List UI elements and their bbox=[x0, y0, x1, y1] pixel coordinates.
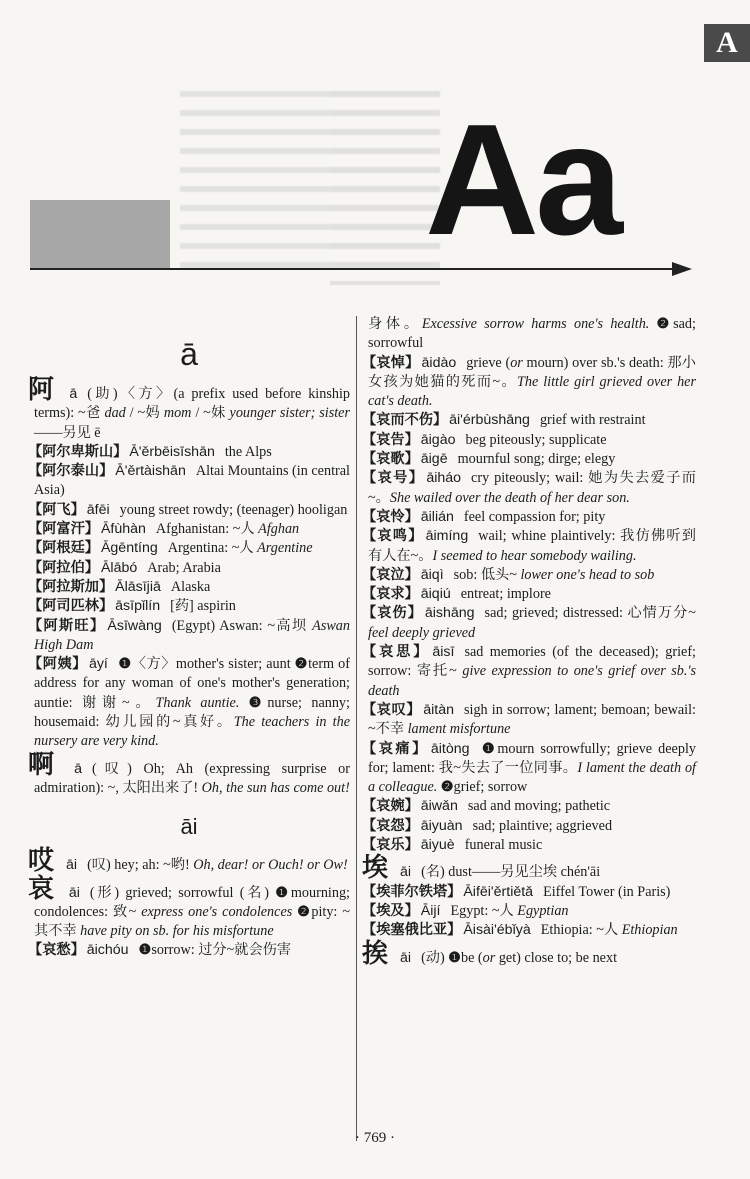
definition-text: sad; plaintive; aggrieved bbox=[472, 817, 613, 834]
dictionary-entry bbox=[28, 559, 350, 578]
dictionary-entry bbox=[28, 655, 350, 751]
dictionary-entry bbox=[362, 883, 696, 902]
entry-pinyin: āiqì bbox=[420, 566, 444, 583]
dictionary-entry bbox=[362, 836, 696, 855]
entry-headword: 【阿姨】 bbox=[28, 656, 87, 673]
entry-pinyin: āiháo bbox=[426, 470, 462, 487]
example-translation: or bbox=[482, 949, 496, 966]
running-header-show-through bbox=[420, 36, 700, 54]
entry-headword: 【哀痛】 bbox=[362, 740, 429, 757]
entry-pinyin: Ālābó bbox=[100, 559, 138, 576]
entry-pinyin: āi'érbùshāng bbox=[449, 412, 530, 429]
entry-headword: 【阿尔卑斯山】 bbox=[28, 443, 128, 460]
dictionary-entry bbox=[362, 431, 696, 450]
definition-text: wail; whine plaintively: 我仿佛听到有人在~。 bbox=[368, 528, 696, 564]
dictionary-entry bbox=[362, 817, 696, 836]
entry-pinyin: Āisài'ébǐyà bbox=[463, 922, 531, 939]
definition-text bbox=[239, 695, 248, 711]
dictionary-entry bbox=[28, 597, 350, 616]
example-translation: She wailed over the death of her dear son. bbox=[389, 489, 630, 506]
definition-text: [药] aspirin bbox=[170, 598, 236, 615]
character-entry bbox=[28, 873, 350, 942]
entry-pinyin: Āijí bbox=[420, 902, 441, 919]
entry-pinyin: āigē bbox=[420, 451, 448, 468]
sense-number: ❷ bbox=[440, 779, 454, 796]
show-through-text bbox=[330, 85, 440, 285]
left-column bbox=[28, 335, 350, 961]
entry-pinyin: āiyuè bbox=[420, 837, 455, 854]
dictionary-entry bbox=[28, 539, 350, 558]
sense-number: ❷ bbox=[297, 903, 312, 920]
sense-number: ❶ bbox=[117, 656, 132, 673]
character-entry bbox=[362, 855, 696, 882]
entry-headword: 【埃菲尔铁塔】 bbox=[362, 883, 462, 900]
definition-text: ——另见 ē bbox=[34, 424, 101, 441]
sense-number: ❷ bbox=[294, 656, 309, 673]
entry-headword: 【埃及】 bbox=[362, 902, 419, 919]
dictionary-entry bbox=[362, 740, 696, 798]
entry-pinyin: Ā'ěrtàishān bbox=[115, 463, 186, 480]
dictionary-entry bbox=[362, 508, 696, 527]
entry-pinyin: āitòng bbox=[430, 740, 470, 757]
entry-pinyin: āiyuàn bbox=[420, 817, 463, 834]
example-translation: mom bbox=[163, 405, 192, 422]
dictionary-entry bbox=[362, 643, 696, 701]
definition-text: Altai Mountains (in central Asia) bbox=[34, 463, 350, 499]
entry-pinyin: āichóu bbox=[86, 942, 129, 959]
pinyin-section-heading: āi bbox=[180, 814, 198, 840]
definition-text: sad and moving; pathetic bbox=[467, 798, 611, 815]
entry-headword: 【哀而不伤】 bbox=[362, 412, 448, 429]
example-translation: express one's condolences bbox=[141, 903, 293, 920]
entry-headword: 【哀号】 bbox=[362, 470, 425, 487]
entry-headword: 【埃塞俄比亚】 bbox=[362, 922, 462, 939]
definition-text: get) close to; be next bbox=[495, 949, 618, 966]
column-divider bbox=[356, 316, 357, 1141]
entry-headword: 【哀愁】 bbox=[28, 942, 85, 959]
entry-headword: 【阿富汗】 bbox=[28, 521, 99, 538]
dictionary-entry bbox=[362, 315, 696, 354]
entry-headword: 【阿拉伯】 bbox=[28, 559, 99, 576]
arrow-head-icon bbox=[672, 262, 692, 276]
character-entry bbox=[362, 938, 696, 969]
dictionary-entry bbox=[362, 797, 696, 816]
pinyin-section-heading: ā bbox=[180, 336, 198, 372]
dictionary-entry bbox=[362, 354, 696, 412]
character-entry bbox=[28, 848, 350, 875]
entry-pinyin: āyí bbox=[88, 656, 108, 673]
definition-text: (Egypt) Aswan: ~高坝 bbox=[171, 617, 313, 634]
example-translation: I lament the death of a colleague. bbox=[368, 759, 696, 796]
entry-pinyin: Āifēi'ěrtiětǎ bbox=[463, 883, 534, 900]
definition-text: cry piteously; wail: 她为失去爱子而~。 bbox=[368, 470, 696, 506]
example-translation: or bbox=[510, 354, 523, 371]
definition-text: mourn sorrowfully; grieve deeply for; lament: 我~失去了一位同事。 bbox=[368, 740, 696, 776]
dictionary-entry bbox=[28, 617, 350, 656]
entry-pinyin: Ālāsījiā bbox=[115, 578, 161, 595]
definition-text: entreat; implore bbox=[460, 586, 551, 603]
definition-text: term of address for any woman of one's mother's generation; auntie: 谢谢~。 bbox=[34, 656, 350, 711]
definition-text: young street rowdy; (teenager) hooligan bbox=[119, 501, 348, 518]
example-translation: Argentine bbox=[257, 540, 313, 557]
definition-text: (助)〈方〉(a prefix used before kinship terms): ~爸 bbox=[34, 386, 350, 422]
entry-pinyin: Āfùhàn bbox=[100, 521, 146, 538]
entry-headword: 【阿斯旺】 bbox=[28, 617, 106, 634]
entry-headword: 【哀叹】 bbox=[362, 701, 422, 718]
entry-headword: 【哀思】 bbox=[362, 644, 431, 661]
example-translation: give expression to one's grief over sb.'s death bbox=[368, 663, 697, 699]
example-translation: younger sister; sister bbox=[229, 405, 350, 422]
entry-headword: 啊 bbox=[28, 749, 63, 780]
entry-pinyin: āi bbox=[400, 949, 412, 966]
dictionary-entry bbox=[362, 585, 696, 604]
definition-text: sigh in sorrow; lament; bemoan; bewail: ~不幸 bbox=[368, 701, 696, 738]
entry-headword: 【哀怨】 bbox=[362, 817, 419, 834]
entry-headword: 哀 bbox=[28, 873, 57, 904]
example-translation: have pity on sb. for his misfortune bbox=[80, 923, 274, 940]
entry-pinyin: āiwǎn bbox=[420, 798, 458, 815]
example-translation: Afghan bbox=[258, 521, 300, 538]
example-translation: I seemed to hear somebody wailing. bbox=[432, 547, 637, 564]
entry-headword: 【阿飞】 bbox=[28, 501, 85, 518]
definition-text: beg piteously; supplicate bbox=[465, 431, 607, 448]
entry-headword: 【哀告】 bbox=[362, 431, 419, 448]
entry-pinyin: ā bbox=[69, 386, 78, 402]
entry-headword: 【哀悼】 bbox=[362, 354, 420, 371]
dictionary-entry bbox=[28, 443, 350, 462]
definition-text: (叹) hey; ah: ~哟! bbox=[87, 857, 194, 874]
entry-pinyin: āishāng bbox=[424, 605, 475, 622]
definition-text: nurse; nanny; housemaid: 幼儿园的~真好。 bbox=[34, 694, 350, 731]
definition-text: Arab; Arabia bbox=[147, 559, 221, 576]
definition-text: sob: 低头~ bbox=[453, 566, 521, 583]
entry-pinyin: Āsīwàng bbox=[107, 617, 162, 634]
entry-headword: 挨 bbox=[362, 938, 389, 969]
definition-text bbox=[649, 316, 656, 332]
definition-text: feel compassion for; pity bbox=[463, 508, 606, 525]
example-translation: lament misfortune bbox=[407, 721, 511, 738]
dictionary-entry bbox=[362, 604, 696, 643]
entry-pinyin: āimíng bbox=[425, 528, 469, 545]
entry-headword: 【哀怜】 bbox=[362, 508, 419, 525]
entry-headword: 【哀乐】 bbox=[362, 837, 419, 854]
decorative-block bbox=[30, 200, 170, 270]
example-translation: lower one's head to sob bbox=[520, 566, 655, 583]
dictionary-entry bbox=[362, 527, 696, 566]
entry-pinyin: āsīpǐlín bbox=[115, 598, 161, 615]
entry-pinyin: Āgēntíng bbox=[100, 540, 158, 557]
entry-pinyin: āi bbox=[66, 857, 78, 874]
entry-headword: 【哀歌】 bbox=[362, 451, 419, 468]
thumb-index-tab: A bbox=[704, 24, 750, 62]
definition-text: 〈方〉mother's sister; aunt bbox=[131, 656, 295, 673]
letter-banner: Aa bbox=[425, 92, 619, 268]
entry-headword: 【阿拉斯加】 bbox=[28, 578, 114, 595]
dictionary-entry bbox=[28, 578, 350, 597]
example-translation: Egyptian bbox=[517, 902, 569, 919]
dictionary-entry bbox=[362, 566, 696, 585]
sense-number: ❸ bbox=[248, 694, 268, 711]
definition-text: mournful song; dirge; elegy bbox=[457, 451, 616, 468]
entry-headword: 【阿根廷】 bbox=[28, 540, 99, 557]
sense-number: ❶ bbox=[448, 949, 461, 966]
definition-text: Egypt: ~人 bbox=[450, 902, 518, 919]
show-through-text bbox=[180, 85, 330, 275]
entry-headword: 【哀鸣】 bbox=[362, 528, 424, 545]
definition-text: grief; sorrow bbox=[453, 779, 528, 796]
example-translation: Aswan High Dam bbox=[34, 617, 350, 653]
dictionary-entry bbox=[28, 501, 350, 520]
dictionary-entry bbox=[362, 902, 696, 921]
definition-text: be ( bbox=[460, 949, 483, 966]
definition-text: grieve ( bbox=[466, 354, 511, 371]
sense-number: ❷ bbox=[656, 316, 674, 332]
dictionary-entry bbox=[28, 941, 350, 960]
example-translation: Thank auntie. bbox=[155, 694, 240, 711]
entry-headword: 【阿尔泰山】 bbox=[28, 463, 114, 480]
dictionary-entry bbox=[362, 469, 696, 508]
dictionary-entry bbox=[28, 462, 350, 501]
entry-pinyin: ā bbox=[74, 760, 82, 777]
definition-text: / ~妈 bbox=[125, 405, 164, 422]
example-translation: The little girl grieved over her cat's death. bbox=[368, 373, 696, 410]
entry-headword: 【哀求】 bbox=[362, 586, 419, 603]
definition-text: (名) dust——另见尘埃 chén'āi bbox=[421, 864, 601, 881]
entry-headword: 【哀婉】 bbox=[362, 798, 419, 815]
entry-headword: 阿 bbox=[28, 375, 58, 405]
definition-text: Eiffel Tower (in Paris) bbox=[543, 883, 671, 900]
definition-text: Ethiopia: ~人 bbox=[540, 922, 622, 939]
entry-pinyin: āi bbox=[400, 864, 412, 881]
example-translation: dad bbox=[104, 405, 126, 422]
example-translation: Oh, the sun has come out! bbox=[201, 779, 350, 796]
sense-number: ❶ bbox=[479, 740, 498, 757]
entry-headword: 【哀泣】 bbox=[362, 566, 419, 583]
entry-pinyin: āidào bbox=[421, 354, 457, 371]
entry-pinyin: āiqiú bbox=[420, 586, 451, 603]
right-column bbox=[362, 315, 696, 968]
definition-text: the Alps bbox=[224, 443, 272, 460]
definition-text: pity: ~其不幸 bbox=[34, 903, 350, 940]
definition-text: mourn) over sb.'s death: 那小女孩为她猫的死而~。 bbox=[368, 354, 696, 390]
arrow-line bbox=[30, 268, 680, 270]
character-entry bbox=[28, 377, 350, 443]
definition-text: (叹) Oh; Ah (expressing surprise or admiration): ~, 太阳出来了! bbox=[34, 760, 350, 796]
entry-headword: 哎 bbox=[28, 846, 55, 877]
sense-number: ❶ bbox=[275, 884, 291, 901]
dictionary-entry bbox=[28, 520, 350, 539]
dictionary-entry bbox=[362, 701, 696, 740]
definition-text: (形) grieved; sorrowful (名) bbox=[89, 884, 276, 901]
page-number: · 769 · bbox=[355, 1130, 395, 1146]
example-translation: Excessive sorrow harms one's health. bbox=[421, 316, 650, 332]
definition-text: sad; grieved; distressed: 心情万分~ bbox=[484, 605, 696, 622]
sense-number: ❶ bbox=[138, 942, 152, 959]
entry-pinyin: āi bbox=[68, 884, 80, 901]
definition-text: mourning; condolences: 致~ bbox=[34, 884, 350, 920]
entry-pinyin: Ā'ěrbēisīshān bbox=[129, 443, 215, 460]
example-translation: Oh, dear! or Ouch! or Ow! bbox=[193, 857, 348, 874]
entry-pinyin: āigào bbox=[420, 431, 456, 448]
definition-text: sorrow: 过分~就会伤害 bbox=[151, 942, 292, 959]
character-entry bbox=[28, 749, 350, 799]
definition-text: 身体。 bbox=[368, 316, 422, 332]
definition-text: (动) bbox=[421, 949, 449, 966]
definition-text: sad; sorrowful bbox=[368, 316, 696, 352]
entry-pinyin: āfēi bbox=[86, 501, 110, 518]
entry-headword: 【阿司匹林】 bbox=[28, 598, 114, 615]
dictionary-entry bbox=[362, 921, 696, 940]
entry-pinyin: āitàn bbox=[423, 701, 454, 718]
definition-text: Alaska bbox=[170, 578, 211, 595]
entry-pinyin: āisī bbox=[432, 644, 455, 661]
entry-headword: 埃 bbox=[362, 853, 389, 884]
dictionary-entry bbox=[362, 450, 696, 469]
dictionary-entry bbox=[362, 411, 696, 430]
example-translation: feel deeply grieved bbox=[368, 624, 476, 641]
definition-text: / ~妹 bbox=[191, 405, 230, 422]
definition-text: Afghanistan: ~人 bbox=[155, 521, 259, 538]
entry-pinyin: āilián bbox=[420, 508, 454, 525]
example-translation: Ethiopian bbox=[621, 922, 678, 939]
definition-text: sad memories (of the deceased); grief; sorrow: 寄托~ bbox=[368, 644, 696, 680]
definition-text: funeral music bbox=[464, 837, 543, 854]
definition-text: grief with restraint bbox=[539, 412, 646, 429]
definition-text: Argentina: ~人 bbox=[167, 540, 258, 557]
entry-headword: 【哀伤】 bbox=[362, 605, 423, 622]
example-translation: The teachers in the nursery are very kind. bbox=[34, 714, 350, 750]
